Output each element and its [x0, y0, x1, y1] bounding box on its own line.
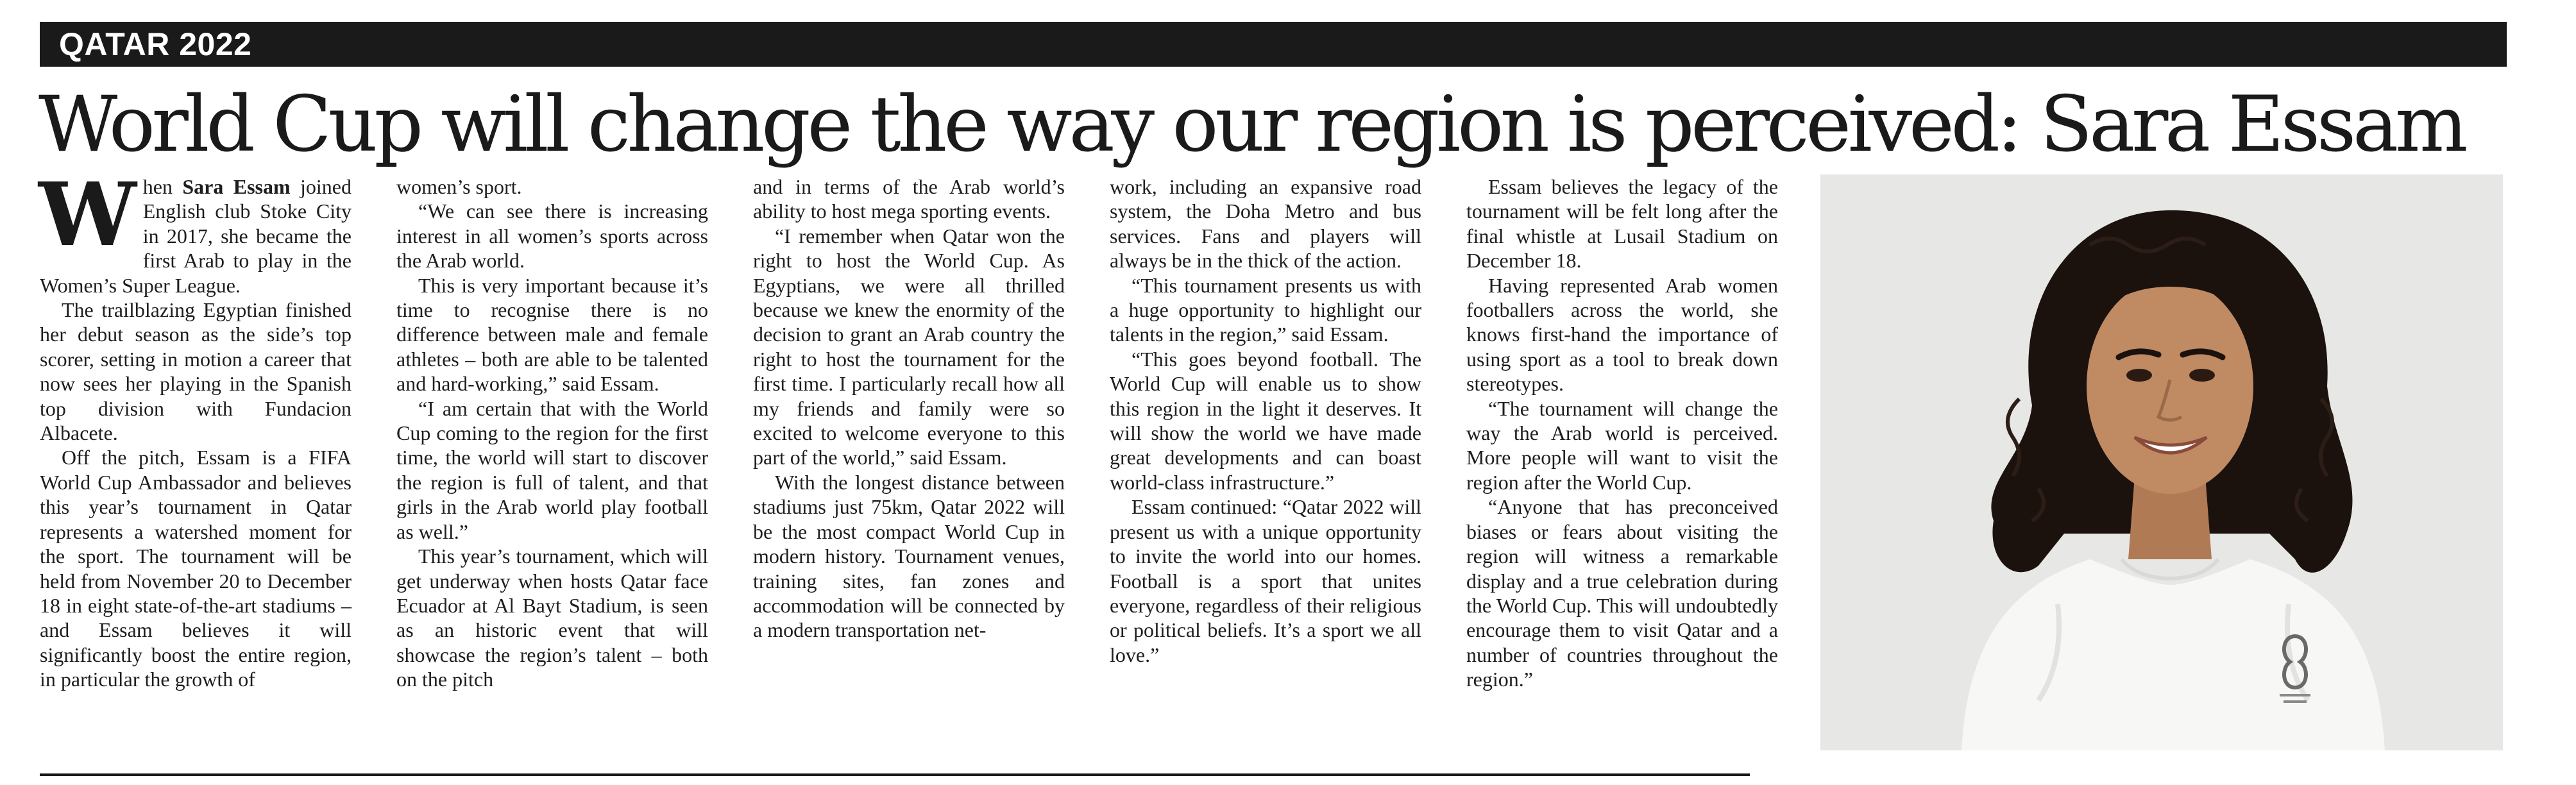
bottom-rule [40, 773, 1750, 776]
portrait-photo [1820, 174, 2503, 750]
paragraph: “The tournament will change the way the Arab world is perceived. More people will want to visit the region after the World Cup. [1466, 396, 1778, 494]
paragraph: Essam continued: “Qatar 2022 will present us with a unique opportunity to invite the world into our homes. Football is a sport that unites everyone, regardless of their religious or political beliefs. It’s a sport we all love.” [1110, 495, 1421, 666]
section-bar [40, 22, 2507, 67]
paragraph-continuation: and in terms of the Arab world’s ability to host mega sporting events. [753, 175, 1065, 223]
subject-name: Sara Essam [182, 175, 291, 198]
article-column-5 [1466, 174, 1778, 692]
paragraph-continuation: women’s sport. [396, 175, 522, 198]
paragraph: With the longest distance between stadiums just 75km, Qatar 2022 will be the most compact World Cup in modern history. Tournament venues, training sites, fan zones and accommodation will be connected by a modern transportation net- [753, 470, 1065, 642]
drop-cap: W [38, 164, 137, 266]
paragraph: “This tournament presents us with a huge opportunity to highlight our talents in the region,” said Essam. [1110, 273, 1421, 346]
headline: World Cup will change the way our region is perceived: Sara Essam [38, 80, 2465, 169]
paragraph: “I am certain that with the World Cup coming to the region for the first time, the world will start to discover the region is full of talent, and that girls in the Arab world play football as well.” [396, 396, 708, 543]
paragraph: Off the pitch, Essam is a FIFA World Cup Ambassador and believes this year’s tournament in Qatar represents a watershed moment for the sport. The tournament will be held from November 20 to December 18 in eight state-of-the-art stadiums – and Essam believes it will significantly boost the entire region, in particular the growth of [40, 446, 352, 691]
article-column-3 [753, 174, 1065, 643]
section-label: QATAR 2022 [59, 26, 252, 62]
paragraph: Essam believes the legacy of the tournament will be felt long after the final whistle at Lusail Stadium on December 18. [1466, 175, 1778, 273]
article-column-4 [1110, 174, 1421, 667]
paragraph: “This goes beyond football. The World Cup will enable us to show this region in the light it deserves. It will show the world we have made great developments and can boast world-class infrastructure.” [1110, 347, 1421, 494]
paragraph-continuation: work, including an expansive road system, the Doha Metro and bus services. Fans and players will always be in the thick of the action. [1110, 175, 1421, 273]
paragraph: “We can see there is increasing interest in all women’s sports across the Arab world. [396, 199, 708, 273]
paragraph: This is very important because it’s time to recognise there is no difference between male and female athletes – both are able to be talented and hard-working,” said Essam. [396, 273, 708, 396]
paragraph: “I remember when Qatar won the right to host the World Cup. As Egyptians, we were all thrilled because we knew the enormity of the decision to grant an Arab country the right to host the tournament for the first time. I particularly recall how all my friends and family were so excited to welcome everyone to this part of the world,” said Essam. [753, 224, 1065, 469]
paragraph: This year’s tournament, which will get underway when hosts Qatar face Ecuador at Al Bayt Stadium, is seen as an historic event that will showcase the region’s talent – both on the pitch [396, 544, 708, 691]
article-column-2 [396, 174, 708, 692]
portrait-illustration [1820, 174, 2503, 750]
paragraph: “Anyone that has preconceived biases or fears about visiting the region will witness a remarkable display and a true celebration during the World Cup. This will undoubtedly encourage them to visit Qatar and a number of countries throughout the region.” [1466, 495, 1778, 691]
paragraph: Having represented Arab women footballers across the world, she knows first-hand the importance of using sport as a tool to break down stereotypes. [1466, 273, 1778, 396]
article-column-1 [38, 164, 352, 692]
paragraph: The trailblazing Egyptian finished her debut season as the side’s top scorer, setting in motion a career that now sees her playing in the Spanish top division with Fundacion Albacete. [40, 298, 352, 445]
lead-paragraph: When Sara Essam joined English club Stoke City in 2017, she became the first Arab to play in the Women’s Super League. [38, 164, 352, 297]
